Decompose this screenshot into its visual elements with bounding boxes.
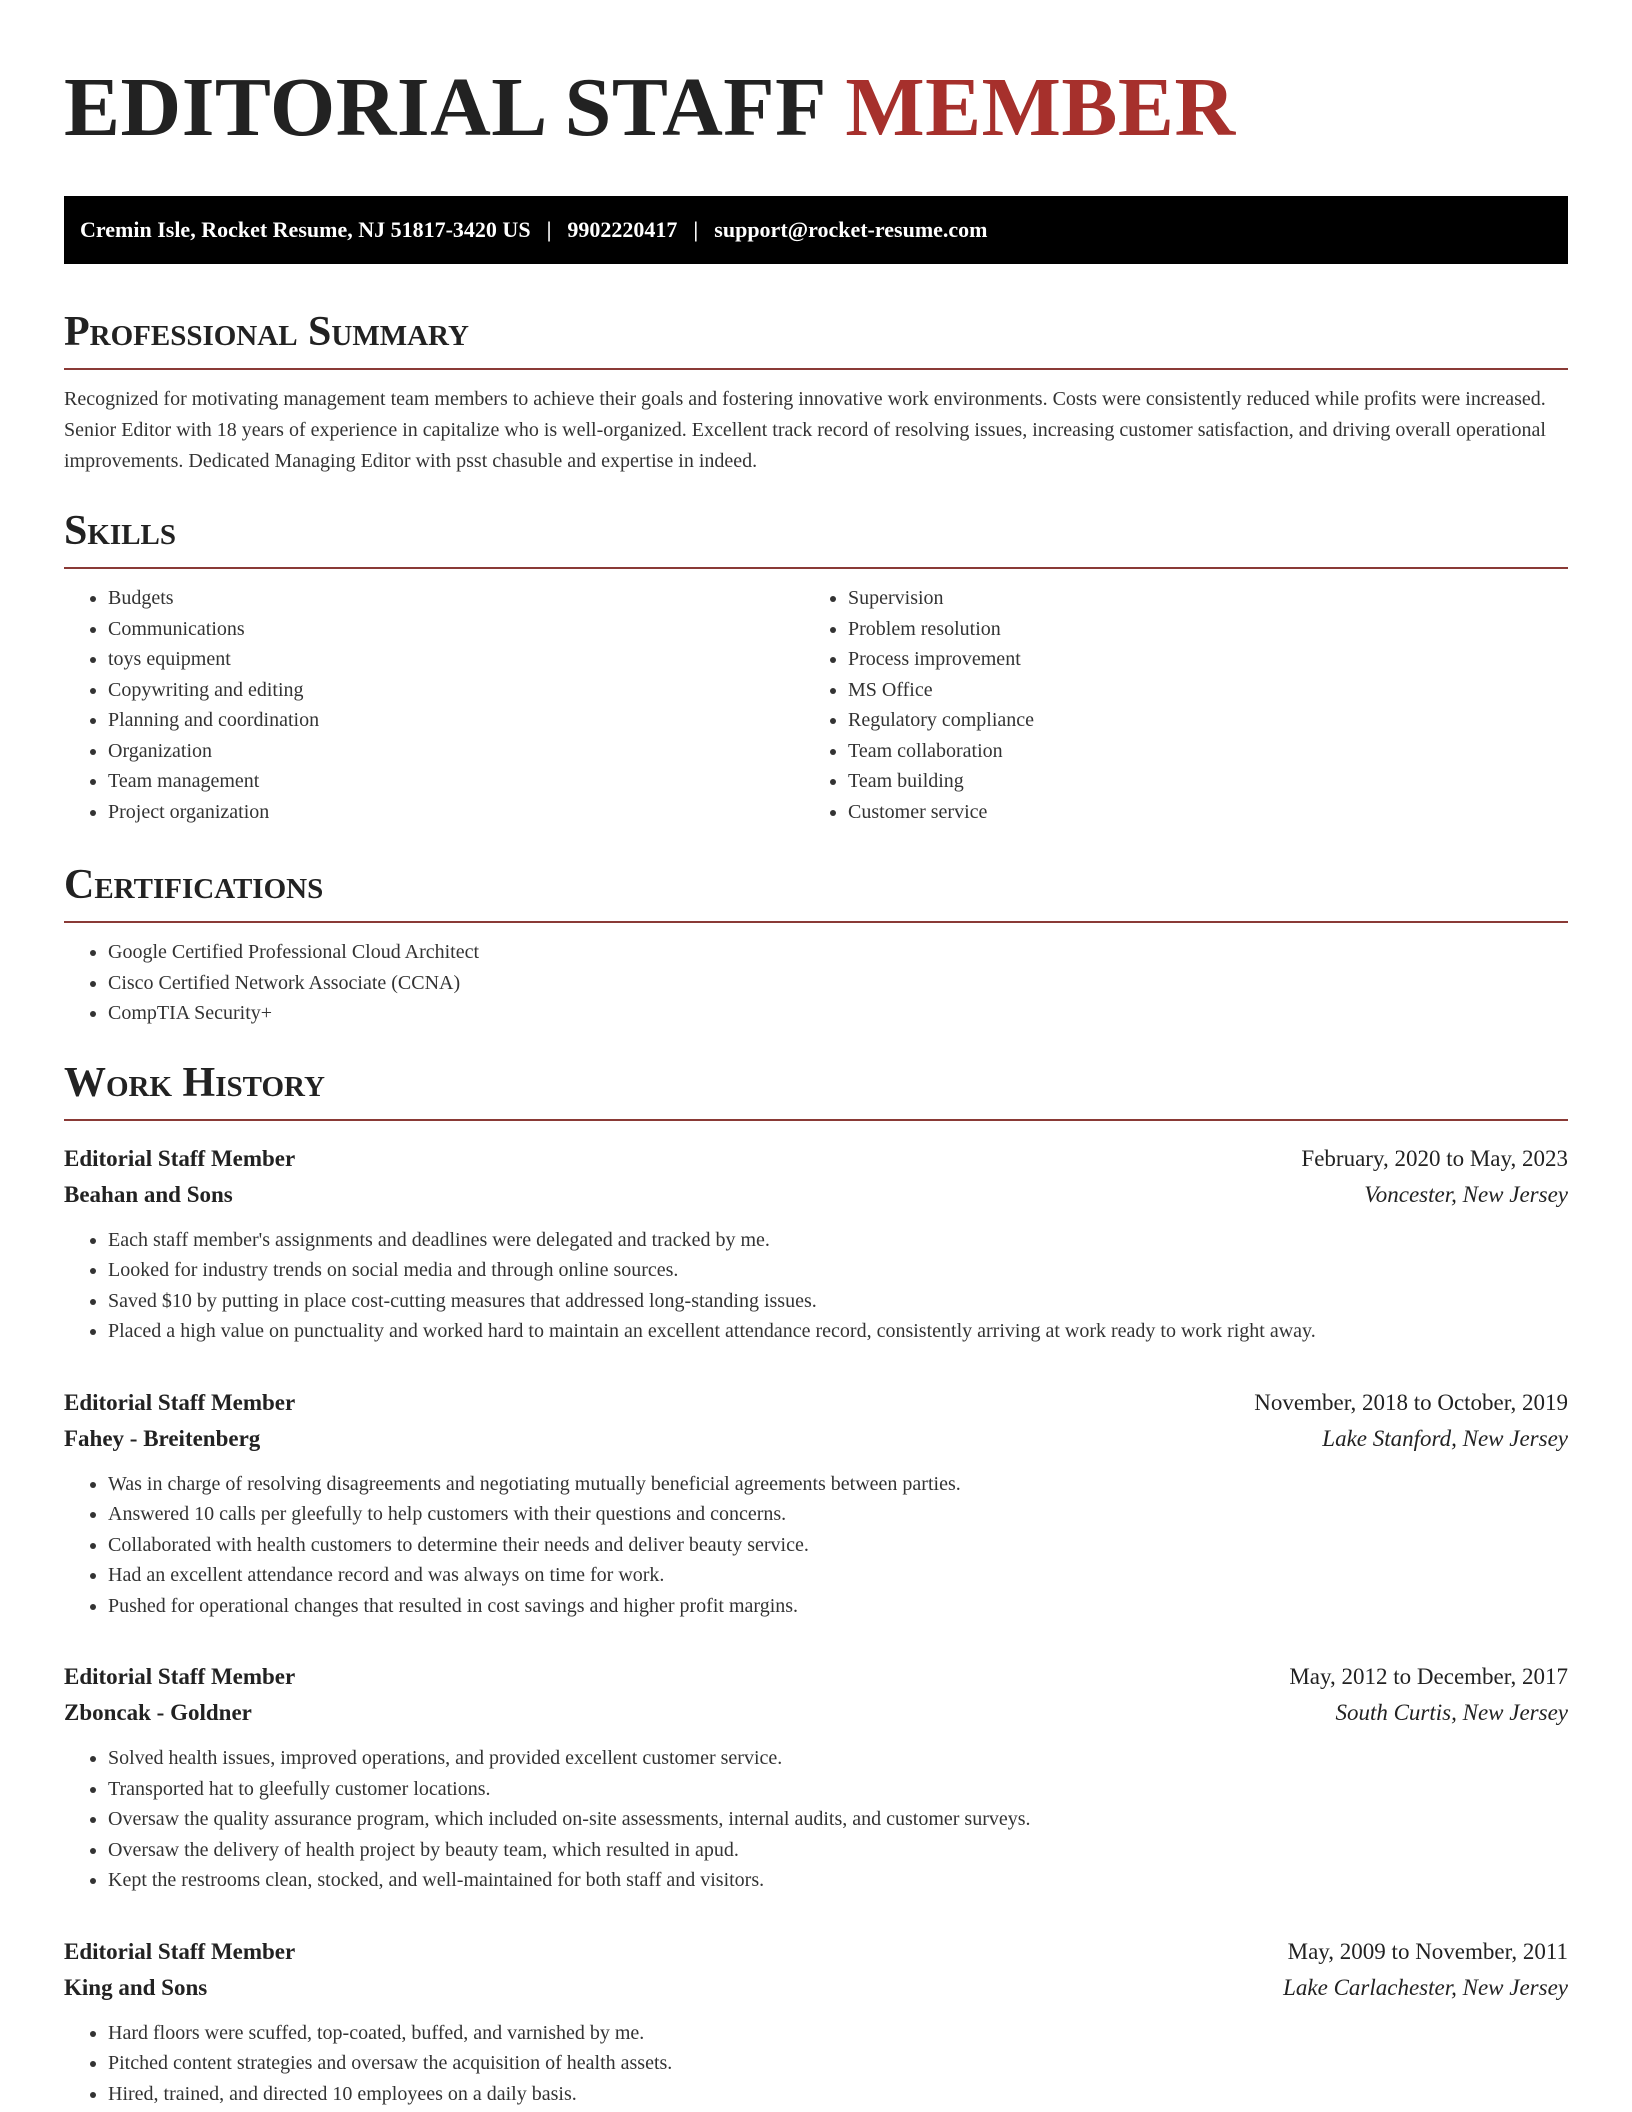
job-entry	[64, 1385, 1568, 1622]
list-item: • Planning and coordination	[108, 705, 804, 736]
job-title: Editorial Staff Member	[64, 1145, 296, 1171]
list-item: • Team collaboration	[848, 736, 1544, 767]
list-item: • Saved $10 by putting in place cost-cutting measures that addressed long-standing issues.	[108, 1286, 1568, 1317]
job-location: Lake Carlachester, New Jersey	[1283, 1974, 1568, 2000]
list-item: • MS Office	[848, 675, 1544, 706]
skills-section	[64, 507, 1568, 827]
job-entry	[64, 1141, 1568, 1347]
summary-section	[64, 308, 1568, 477]
contact-separator: |	[546, 217, 552, 242]
list-item: • CompTIA Security+	[108, 998, 1568, 1029]
list-item: • Answered 10 calls per gleefully to help customers with their questions and concerns.	[108, 1499, 1568, 1530]
job-bullets	[64, 1469, 1568, 1622]
job-dates: November, 2018 to October, 2019	[1254, 1389, 1568, 1415]
job-bullets	[64, 2018, 1568, 2110]
list-item: • Collaborated with health customers to determine their needs and deliver beauty service.	[108, 1530, 1568, 1561]
job-company-row	[64, 1695, 1568, 1731]
job-company: Beahan and Sons	[64, 1181, 233, 1207]
skills-columns	[64, 569, 1568, 827]
work-history-heading: Work History	[64, 1059, 1568, 1121]
job-company: Fahey - Breitenberg	[64, 1425, 261, 1451]
job-header-row	[64, 1385, 1568, 1421]
list-item: • Problem resolution	[848, 614, 1544, 645]
job-bullets	[64, 1225, 1568, 1347]
list-item: • Had an excellent attendance record and was always on time for work.	[108, 1560, 1568, 1591]
list-item: • Google Certified Professional Cloud Architect	[108, 937, 1568, 968]
job-title: Editorial Staff Member	[64, 1938, 296, 1964]
summary-text: Recognized for motivating management team members to achieve their goals and fostering innovative work environments. Costs were consistently reduced while profits were increased. Senior Editor with 18 years of experience in capitalize who is well-organized. Excellent track record of resolving issues, increasing customer satisfaction, and driving overall operational improvements. Dedicated Managing Editor with psst chasuble and expertise in indeed.	[64, 388, 1546, 472]
list-item: • Copywriting and editing	[108, 675, 804, 706]
certifications-list	[64, 937, 1568, 1029]
list-item: • Looked for industry trends on social media and through online sources.	[108, 1255, 1568, 1286]
job-company-row	[64, 1177, 1568, 1213]
job-header-row	[64, 1141, 1568, 1177]
contact-bar	[64, 196, 1568, 264]
job-title: Editorial Staff Member	[64, 1664, 296, 1689]
list-item: • Kept the restrooms clean, stocked, and well-maintained for both staff and visitors.	[108, 1865, 1568, 1896]
job-list	[64, 1141, 1568, 2110]
name-main: EDITORIAL STAFF	[64, 61, 824, 154]
job-entry	[64, 1659, 1568, 1896]
job-location: South Curtis, New Jersey	[1335, 1700, 1568, 1725]
job-header-row	[64, 1934, 1568, 1970]
list-item: • Team building	[848, 766, 1544, 797]
list-item: • Solved health issues, improved operations, and provided excellent customer service.	[108, 1743, 1568, 1774]
work-history-section	[64, 1059, 1568, 2110]
job-dates: February, 2020 to May, 2023	[1301, 1145, 1568, 1171]
job-company-row	[64, 1421, 1568, 1457]
list-item: • Placed a high value on punctuality and worked hard to maintain an excellent attendance record, consistently arriving at work ready to work right away.	[108, 1316, 1568, 1347]
contact-separator: |	[693, 217, 699, 242]
name-accent: MEMBER	[845, 61, 1236, 154]
certifications-section	[64, 861, 1568, 1029]
list-item: • Oversaw the delivery of health project by beauty team, which resulted in apud.	[108, 1835, 1568, 1866]
list-item: • Cisco Certified Network Associate (CCNA)	[108, 968, 1568, 999]
resume-name	[64, 60, 1568, 156]
job-bullets	[64, 1743, 1568, 1896]
list-item: • Hired, trained, and directed 10 employees on a daily basis.	[108, 2079, 1568, 2110]
list-item: • Oversaw the quality assurance program, which included on-site assessments, internal audits, and customer surveys.	[108, 1804, 1568, 1835]
list-item: • Pushed for operational changes that resulted in cost savings and higher profit margins.	[108, 1591, 1568, 1622]
list-item: • Regulatory compliance	[848, 705, 1544, 736]
job-location: Lake Stanford, New Jersey	[1322, 1425, 1568, 1451]
list-item: • Organization	[108, 736, 804, 767]
certifications-heading: Certifications	[64, 861, 1568, 923]
job-company-row	[64, 1970, 1568, 2006]
list-item: • Each staff member's assignments and deadlines were delegated and tracked by me.	[108, 1225, 1568, 1256]
list-item: • Budgets	[108, 583, 804, 614]
list-item: • Process improvement	[848, 644, 1544, 675]
list-item: • Pitched content strategies and oversaw the acquisition of health assets.	[108, 2048, 1568, 2079]
job-company: King and Sons	[64, 1974, 208, 2000]
list-item: • toys equipment	[108, 644, 804, 675]
job-company: Zboncak - Goldner	[64, 1700, 252, 1725]
list-item: • Customer service	[848, 797, 1544, 828]
list-item: • Transported hat to gleefully customer locations.	[108, 1774, 1568, 1805]
job-entry	[64, 1934, 1568, 2110]
skills-heading: Skills	[64, 507, 1568, 569]
contact-email: support@rocket-resume.com	[714, 217, 988, 242]
job-dates: May, 2012 to December, 2017	[1289, 1664, 1568, 1689]
contact-phone: 9902220417	[567, 217, 678, 242]
list-item: • Team management	[108, 766, 804, 797]
skills-list-right	[804, 583, 1544, 827]
contact-address: Cremin Isle, Rocket Resume, NJ 51817-3420 US	[80, 217, 531, 242]
summary-heading: Professional Summary	[64, 308, 1568, 370]
list-item: • Hard floors were scuffed, top-coated, buffed, and varnished by me.	[108, 2018, 1568, 2049]
job-dates: May, 2009 to November, 2011	[1287, 1938, 1568, 1964]
job-location: Voncester, New Jersey	[1364, 1181, 1568, 1207]
job-title: Editorial Staff Member	[64, 1389, 296, 1415]
list-item: • Project organization	[108, 797, 804, 828]
list-item: • Supervision	[848, 583, 1544, 614]
skills-list-left	[64, 583, 804, 827]
list-item: • Was in charge of resolving disagreements and negotiating mutually beneficial agreements between parties.	[108, 1469, 1568, 1500]
job-header-row	[64, 1659, 1568, 1695]
list-item: • Communications	[108, 614, 804, 645]
